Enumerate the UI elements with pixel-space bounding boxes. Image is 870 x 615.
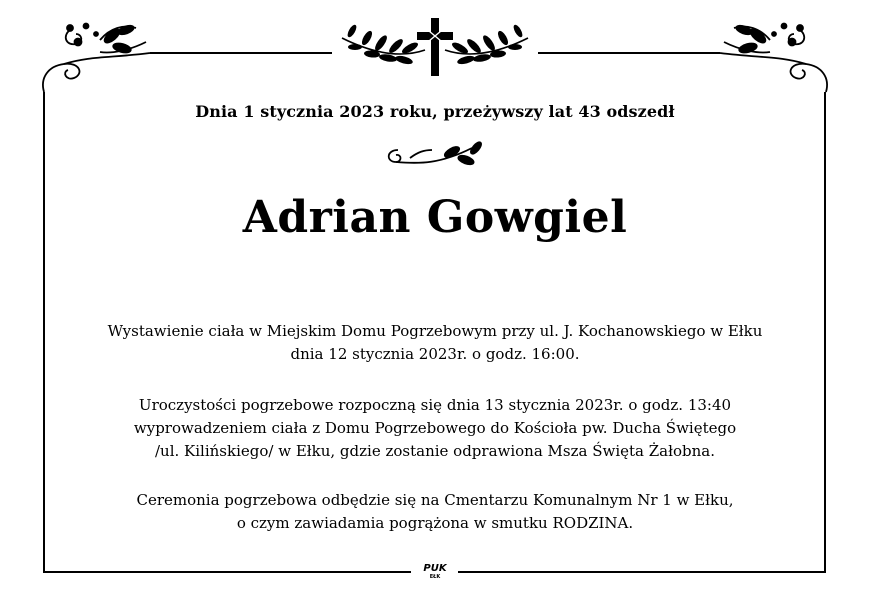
paragraph-line: Ceremonia pogrzebowa odbędzie się na Cmentarzu Komunalnym Nr 1 w Ełku, bbox=[136, 491, 734, 509]
paragraph-line: wyprowadzeniem ciała z Domu Pogrzebowego do Kościoła pw. Ducha Świętego bbox=[133, 419, 737, 437]
logo-subtext: EŁK bbox=[429, 574, 441, 580]
leaf-flourish-icon bbox=[389, 141, 483, 166]
death-date-heading: Dnia 1 stycznia 2023 roku, przeżywszy lat 43 odszedł bbox=[195, 102, 675, 121]
paragraph-line: o czym zawiadamia pogrążona w smutku RODZINA. bbox=[236, 514, 634, 532]
paragraph-line: Uroczystości pogrzebowe rozpoczną się dnia 13 stycznia 2023r. o godz. 13:40 bbox=[138, 396, 732, 414]
paragraph-line: /ul. Kilińskiego/ w Ełku, gdzie zostanie odprawiona Msza Święta Żałobna. bbox=[154, 442, 715, 460]
floral-scroll-icon-left bbox=[43, 24, 150, 93]
cross-with-laurel-icon bbox=[342, 18, 528, 76]
paragraph-ceremony bbox=[60, 394, 810, 463]
paragraph-line: dnia 12 stycznia 2023r. o godz. 16:00. bbox=[290, 345, 580, 363]
paragraph-burial bbox=[60, 489, 810, 535]
paragraph-viewing bbox=[60, 320, 810, 366]
puk-logo bbox=[414, 563, 456, 580]
deceased-name: Adrian Gowgiel bbox=[242, 192, 628, 243]
floral-scroll-icon-right bbox=[720, 24, 827, 93]
logo-text: PUK bbox=[423, 563, 447, 574]
paragraph-line: Wystawienie ciała w Miejskim Domu Pogrzebowym przy ul. J. Kochanowskiego w Ełku bbox=[107, 322, 763, 340]
